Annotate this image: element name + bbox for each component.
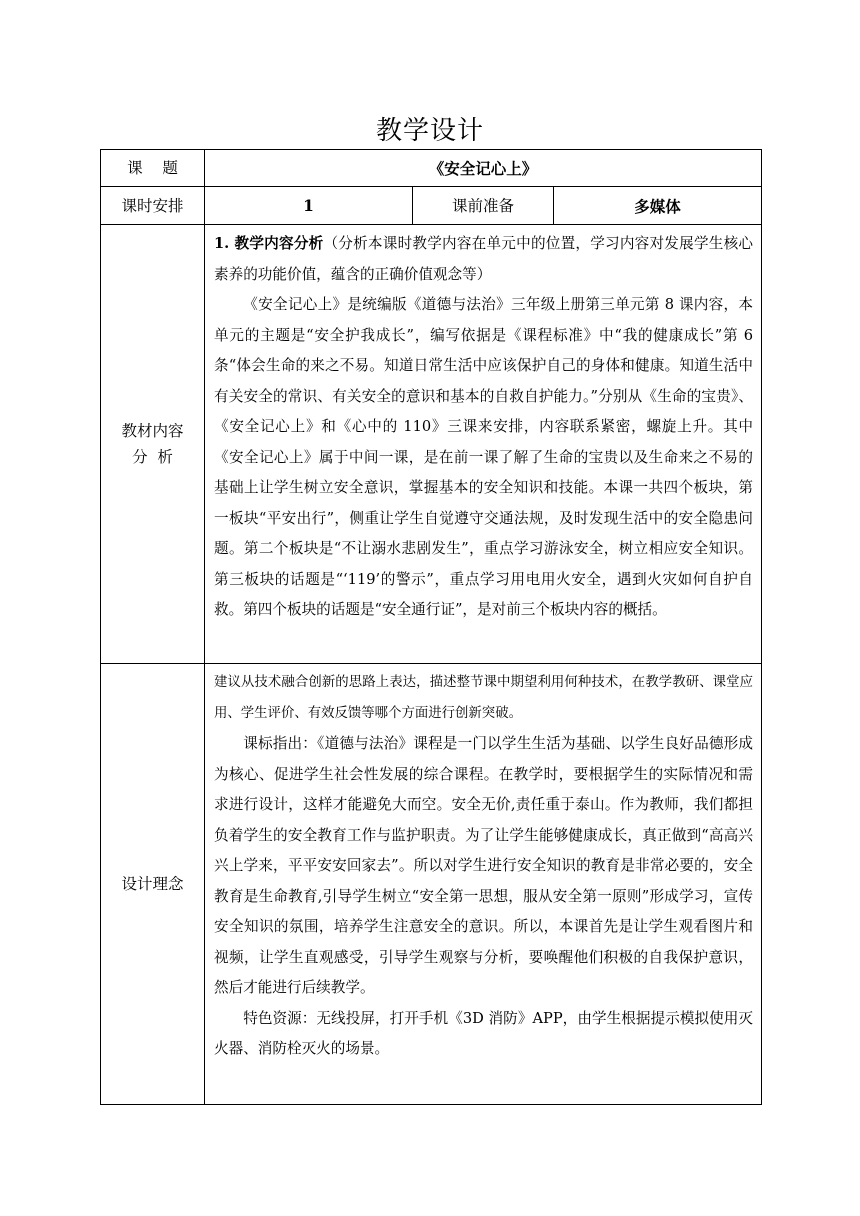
material-label <box>101 225 205 664</box>
lesson-design-table <box>100 149 762 1105</box>
material-heading: 1. 教学内容分析 <box>214 235 324 252</box>
material-heading-note: （分析本课时教学内容在单元中的位置，学习内容对发展学生核心素养的功能价值，蕴含的正确价值观念等） <box>214 235 754 283</box>
design-paragraph-2: 特色资源：无线投屏，打开手机《3D 消防》APP，由学生根据提示模拟使用灭火器、消防栓灭火的场景。 <box>214 1009 754 1057</box>
material-heading-paragraph <box>214 229 753 290</box>
topic-value: 《安全记心上》 <box>205 150 762 187</box>
design-content <box>205 664 762 1105</box>
design-row <box>101 664 762 1105</box>
material-content <box>205 225 762 664</box>
topic-row <box>101 150 762 187</box>
material-row <box>101 225 762 664</box>
material-label-line1: 教材内容 <box>121 422 184 440</box>
schedule-label: 课时安排 <box>101 187 205 225</box>
prep-label: 课前准备 <box>413 187 554 225</box>
schedule-value: 1 <box>205 187 413 225</box>
schedule-row <box>101 187 762 225</box>
topic-label: 课 题 <box>101 150 205 187</box>
design-paragraph-1: 课标指出：《道德与法治》课程是一门以学生生活为基础、以学生良好品德形成为核心、促进学生社会性发展的综合课程。在教学时，要根据学生的实际情况和需求进行设计，这样才能避免大而空。安全无价,责任重于泰山。作为教师，我们都担负着学生的安全教育工作与监护职责。为了让学生能够健康成长，真正做到“高高兴兴上学来，平平安安回家去”。所以对学生进行安全知识的教育是非常必要的，安全教育是生命教育,引导学生树立“安全第一思想，服从安全第一原则”形成学习，宣传安全知识的氛围，培养学生注意安全的意识。所以，本课首先是让学生观看图片和视频，让学生直观感受，引导学生观察与分析，要唤醒他们积极的自我保护意识，然后才能进行后续教学。 <box>214 735 754 996</box>
design-hint: 建议从技术融合创新的思路上表达，描述整节课中期望利用何种技术，在教学教研、课堂应用、学生评价、有效反馈等哪个方面进行创新突破。 <box>214 675 754 721</box>
document-title: 教学设计 <box>375 116 484 146</box>
material-label-line2: 分 析 <box>132 448 173 466</box>
material-body: 《安全记心上》是统编版《道德与法治》三年级上册第三单元第 8 课内容，本单元的主题是“安全护我成长”，编写依据是《课程标准》中“我的健康成长”第 6 条“体会生命的来之不易。知道日常生活中应该保护自己的身体和健康。知道生活中有关安全的常识、有关安全的意识和基本的自救自护能力。”分别从《生命的宝贵》、《安全记心上》和《心中的 110》三课来安排，内容联系紧密，螺旋上升。其中《安全记心上》属于中间一课，是在前一课了解了生命的宝贵以及生命来之不易的基础上让学生树立安全意识，掌握基本的安全知识和技能。本课一共四个板块，第一板块“平安出行”，侧重让学生自觉遵守交通法规，及时发现生活中的安全隐患问题。第二个板块是“不让溺水悲剧发生”，重点学习游泳安全，树立相应安全知识。第三板块的话题是“‘119’的警示”，重点学习用电用火安全，遇到火灾如何自护自救。第四个板块的话题是“安全通行证”，是对前三个板块内容的概括。 <box>214 296 754 618</box>
design-label: 设计理念 <box>101 664 205 1105</box>
prep-value: 多媒体 <box>554 187 762 225</box>
